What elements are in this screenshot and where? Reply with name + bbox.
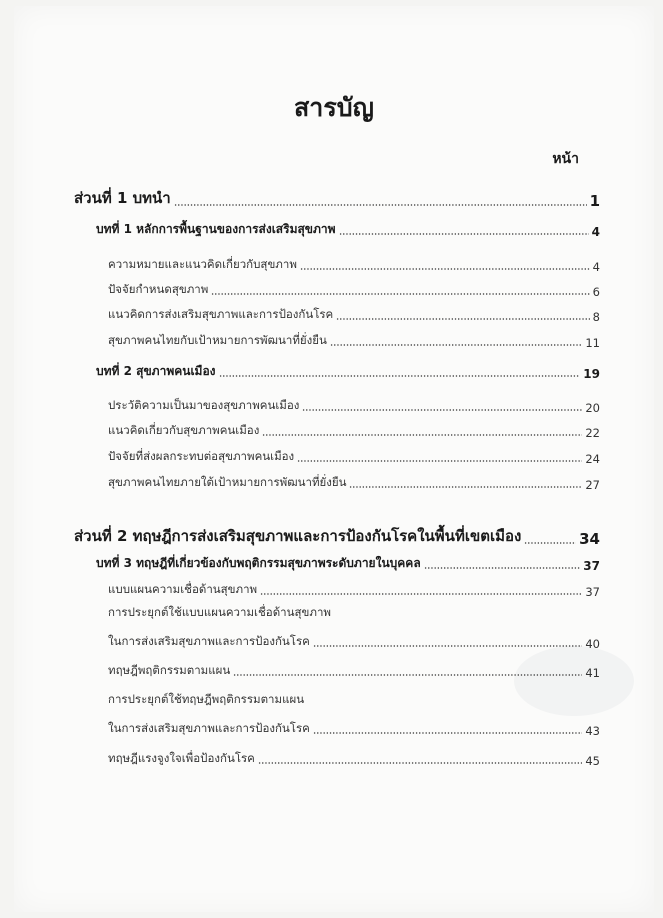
toc-part-1[interactable]	[74, 186, 600, 210]
table-of-contents	[14, 6, 654, 912]
toc-page-number: 27	[585, 478, 600, 492]
dot-leader	[262, 433, 582, 437]
toc-entry-text: ทฤษฎีพฤติกรรมตามแผน	[108, 663, 231, 677]
toc-page-number: 41	[585, 666, 600, 680]
toc-item[interactable]	[108, 256, 600, 274]
toc-page-number: 22	[585, 426, 600, 440]
page-column-label: หน้า	[552, 151, 579, 167]
toc-item[interactable]	[108, 750, 600, 768]
toc-page-number: 19	[583, 367, 600, 381]
toc-page-number: 4	[592, 260, 600, 274]
dot-leader	[260, 592, 582, 596]
toc-entry-text: ความหมายและแนวคิดเกี่ยวกับสุขภาพ	[108, 257, 297, 271]
toc-entry-text: สุขภาพคนไทยกับเป้าหมายการพัฒนาที่ยั่งยืน	[108, 333, 327, 347]
toc-item[interactable]	[108, 720, 600, 738]
toc-page-number: 4	[591, 225, 600, 239]
dot-leader	[302, 408, 582, 412]
toc-entry-text: ในการส่งเสริมสุขภาพและการป้องกันโรค	[108, 721, 310, 735]
toc-chapter-2[interactable]	[96, 362, 600, 381]
toc-entry-text: ส่วนที่ 1 บทนำ	[74, 189, 171, 207]
toc-page-number: 34	[579, 530, 600, 548]
toc-entry-text: ทฤษฎีแรงจูงใจเพื่อป้องกันโรค	[108, 751, 255, 765]
toc-entry-text: ส่วนที่ 2 ทฤษฎีการส่งเสริมสุขภาพและการป้องกันโรคในพื้นที่เขตเมือง	[74, 527, 522, 545]
toc-page-number: 24	[585, 452, 600, 466]
dot-leader	[174, 203, 587, 207]
dot-leader	[313, 731, 583, 735]
toc-page-number: 11	[585, 336, 600, 350]
dot-leader	[211, 292, 589, 296]
toc-page-number: 43	[585, 724, 600, 738]
toc-entry-text: บทที่ 3 ทฤษฎีที่เกี่ยวข้องกับพฤติกรรมสุขภาพระดับภายในบุคคล	[96, 556, 421, 570]
toc-item[interactable]	[108, 332, 600, 350]
toc-chapter-1[interactable]	[96, 220, 600, 239]
toc-page-number: 37	[585, 585, 600, 599]
toc-entry-text: แนวคิดเกี่ยวกับสุขภาพคนเมือง	[108, 423, 260, 437]
dot-leader	[339, 232, 589, 236]
toc-entry-text: ปัจจัยกำหนดสุขภาพ	[108, 282, 209, 296]
toc-entry-text: บทที่ 1 หลักการพื้นฐานของการส่งเสริมสุขภาพ	[96, 222, 336, 236]
toc-item[interactable]	[108, 448, 600, 466]
toc-item[interactable]	[108, 397, 600, 415]
toc-item-continued[interactable]	[108, 604, 331, 622]
toc-entry-text: ในการส่งเสริมสุขภาพและการป้องกันโรค	[108, 634, 310, 648]
toc-page-number: 8	[592, 310, 600, 324]
dot-leader	[524, 541, 576, 545]
toc-item[interactable]	[108, 422, 600, 440]
toc-page-number: 45	[585, 754, 600, 768]
toc-item[interactable]	[108, 581, 600, 599]
toc-item-continued[interactable]	[108, 691, 304, 709]
dot-leader	[313, 644, 583, 648]
dot-leader	[219, 374, 581, 378]
dot-leader	[336, 317, 589, 321]
toc-page-number: 20	[585, 401, 600, 415]
toc-entry-text: แบบแผนความเชื่อด้านสุขภาพ	[108, 582, 258, 596]
dot-leader	[300, 267, 590, 271]
dot-leader	[233, 673, 582, 677]
toc-entry-text: บทที่ 2 สุขภาพคนเมือง	[96, 364, 216, 378]
toc-entry-text: การประยุกต์ใช้ทฤษฎีพฤติกรรมตามแผน	[108, 692, 305, 706]
toc-page-number: 37	[583, 559, 600, 573]
toc-entry-text: ประวัติความเป็นมาของสุขภาพคนเมือง	[108, 398, 300, 412]
toc-part-2[interactable]	[74, 524, 600, 548]
toc-item[interactable]	[108, 633, 600, 651]
toc-item[interactable]	[108, 662, 600, 680]
toc-entry-text: การประยุกต์ใช้แบบแผนความเชื่อด้านสุขภาพ	[108, 605, 331, 619]
toc-page-number: 1	[589, 192, 600, 210]
toc-entry-text: แนวคิดการส่งเสริมสุขภาพและการป้องกันโรค	[108, 307, 334, 321]
dot-leader	[349, 485, 582, 489]
toc-item[interactable]	[108, 281, 600, 299]
dot-leader	[424, 566, 581, 570]
toc-page-number: 40	[585, 637, 600, 651]
dot-leader	[297, 459, 582, 463]
toc-entry-text: ปัจจัยที่ส่งผลกระทบต่อสุขภาพคนเมือง	[108, 449, 295, 463]
toc-entry-text: สุขภาพคนไทยภายใต้เป้าหมายการพัฒนาที่ยั่งยืน	[108, 475, 347, 489]
dot-leader	[258, 761, 582, 765]
page-title: สารบัญ	[294, 93, 374, 122]
toc-chapter-3[interactable]	[96, 554, 600, 573]
dot-leader	[330, 343, 582, 347]
toc-page-number: 6	[592, 285, 600, 299]
toc-item[interactable]	[108, 306, 600, 324]
document-page	[14, 6, 654, 912]
toc-item[interactable]	[108, 474, 600, 492]
